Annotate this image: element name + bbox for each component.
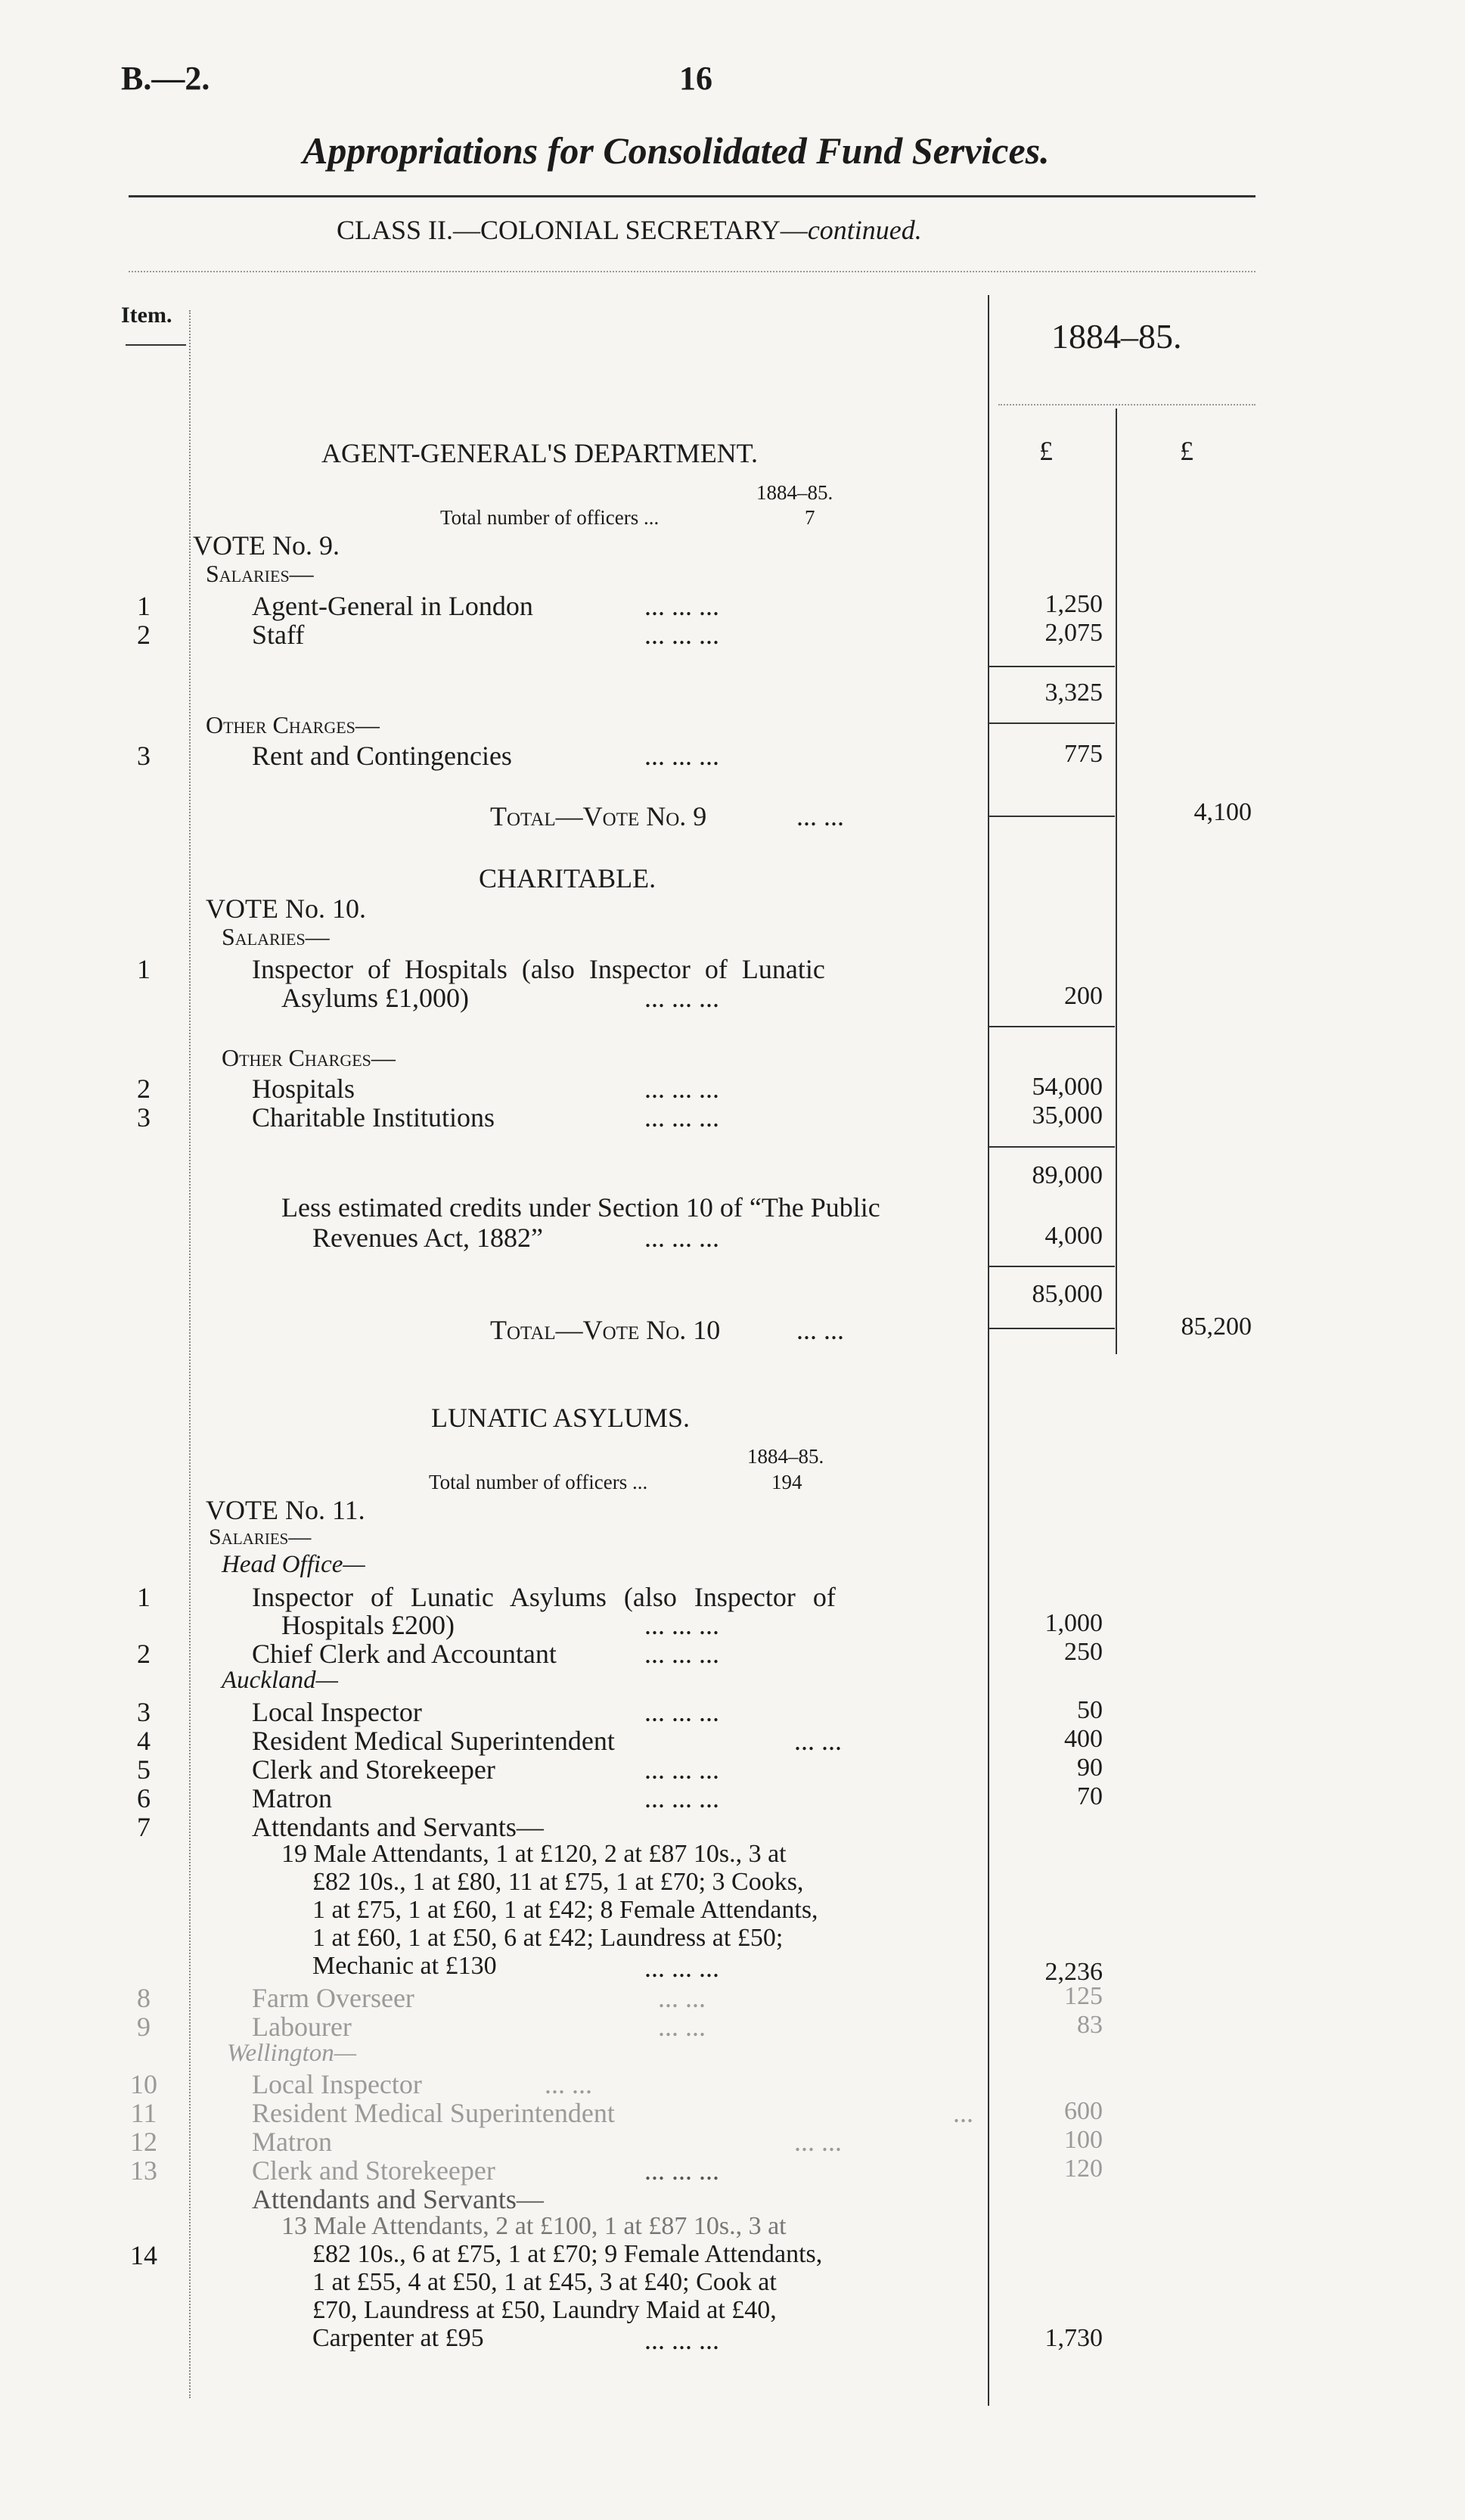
title-rule bbox=[129, 195, 1255, 197]
lunatic-item-dots: ... ... bbox=[545, 2069, 592, 2099]
lunatic-item-detail: £82 10s., 6 at £75, 1 at £70; 9 Female Attendants, bbox=[312, 2240, 823, 2268]
lunatic-item-no: 1 bbox=[137, 1582, 151, 1612]
lunatic-item-detail: 1 at £75, 1 at £60, 1 at £42; 8 Female Attendants, bbox=[312, 1896, 818, 1924]
agent-subtotal-rule-lower bbox=[989, 722, 1115, 724]
year-rule bbox=[998, 404, 1255, 405]
year-column-head: 1884–85. bbox=[1051, 317, 1182, 356]
agent-other-item-dots: ... ... ... bbox=[644, 741, 719, 771]
lunatic-item-detail: £82 10s., 1 at £80, 11 at £75, 1 at £70; 3 Cooks, bbox=[312, 1868, 804, 1896]
class-heading-continued: continued. bbox=[807, 215, 922, 245]
lunatic-item-amount: 1,000 bbox=[1044, 1609, 1103, 1637]
column-rule-2 bbox=[1116, 409, 1117, 1354]
agent-item-no: 1 bbox=[137, 591, 151, 621]
lunatic-item-label: Chief Clerk and Accountant bbox=[252, 1639, 557, 1669]
charitable-heading: CHARITABLE. bbox=[479, 863, 656, 893]
charitable-other-item-label: Charitable Institutions bbox=[252, 1102, 495, 1133]
charitable-other-item-label: Hospitals bbox=[252, 1074, 355, 1104]
charitable-item-no: 1 bbox=[137, 954, 151, 984]
charitable-subtotal-rule bbox=[989, 1146, 1115, 1148]
lunatic-item-detail: Carpenter at £95 bbox=[312, 2324, 484, 2352]
lunatic-item-no: 14 bbox=[130, 2240, 157, 2270]
lunatic-item-detail: 1 at £55, 4 at £50, 1 at £45, 3 at £40; Cook at bbox=[312, 2268, 777, 2296]
lunatic-item-label: Inspector of Lunatic Asylums (also Inspector of bbox=[252, 1582, 836, 1612]
lunatic-officers-label: Total number of officers ... bbox=[429, 1471, 648, 1493]
lunatic-item-dots: ... ... ... bbox=[644, 2155, 719, 2186]
lunatic-item-amount: 600 bbox=[1064, 2097, 1103, 2125]
charitable-salary-rule bbox=[989, 1026, 1115, 1027]
lunatic-item-no: 2 bbox=[137, 1639, 151, 1669]
lunatic-item-amount: 70 bbox=[1077, 1782, 1103, 1810]
lunatic-item-label: Resident Medical Superintendent bbox=[252, 2098, 615, 2128]
lunatic-item-no: 9 bbox=[137, 2012, 151, 2042]
lunatic-item-label: Farm Overseer bbox=[252, 1983, 414, 2013]
lunatic-item-no: 6 bbox=[137, 1783, 151, 1813]
agent-total: 4,100 bbox=[1193, 798, 1252, 826]
charitable-total: 85,200 bbox=[1181, 1313, 1252, 1341]
page-number: 16 bbox=[679, 60, 712, 97]
lunatic-item-no: 5 bbox=[137, 1754, 151, 1785]
lunatic-item-detail: Mechanic at £130 bbox=[312, 1952, 497, 1980]
lunatic-item-amount: 2,236 bbox=[1044, 1958, 1103, 1986]
agent-item-dots: ... ... ... bbox=[644, 591, 719, 621]
charitable-other-item-no: 3 bbox=[137, 1102, 151, 1133]
agent-item-label: Staff bbox=[252, 620, 305, 650]
lunatic-item-label: Attendants and Servants— bbox=[252, 1812, 544, 1842]
agent-item-amount: 1,250 bbox=[1044, 590, 1103, 618]
lunatic-item-amount: 50 bbox=[1077, 1696, 1103, 1724]
lunatic-item-no: 4 bbox=[137, 1726, 151, 1756]
lunatic-item-amount: 120 bbox=[1064, 2155, 1103, 2183]
agent-item-dots: ... ... ... bbox=[644, 620, 719, 650]
agent-total-dots: ... ... bbox=[796, 801, 844, 831]
lunatic-item-dots: ... ... bbox=[658, 1983, 706, 2013]
lunatic-item-amount: 400 bbox=[1064, 1725, 1103, 1753]
lunatic-item-label: Local Inspector bbox=[252, 2069, 422, 2099]
lunatic-item-dots: ... ... bbox=[794, 2127, 842, 2157]
lunatic-item-label: Matron bbox=[252, 2127, 332, 2157]
charitable-item-dots: ... ... ... bbox=[644, 983, 719, 1013]
lunatic-item-amount: 250 bbox=[1064, 1638, 1103, 1666]
agent-vote: VOTE No. 9. bbox=[193, 530, 340, 561]
class-heading-text: CLASS II.—COLONIAL SECRETARY— bbox=[337, 215, 808, 245]
lunatic-item-dots: ... ... bbox=[794, 1726, 842, 1756]
charitable-other-item-amount: 54,000 bbox=[1032, 1073, 1103, 1101]
agent-year: 1884–85. bbox=[756, 481, 833, 504]
lunatic-item-no: 7 bbox=[137, 1812, 151, 1842]
page-title: Appropriations for Consolidated Fund Services. bbox=[303, 129, 1050, 172]
lunatic-heading: LUNATIC ASYLUMS. bbox=[431, 1403, 691, 1433]
lunatic-item-amount: 100 bbox=[1064, 2126, 1103, 2154]
charitable-total-dots: ... ... bbox=[796, 1315, 844, 1345]
charitable-credits-dots: ... ... ... bbox=[644, 1223, 719, 1253]
lunatic-item-label: Attendants and Servants— bbox=[252, 2184, 544, 2214]
lunatic-item-dots: ... ... ... bbox=[644, 1783, 719, 1813]
charitable-total-rule bbox=[989, 1328, 1115, 1329]
lunatic-item-no: 8 bbox=[137, 1983, 151, 2013]
charitable-salaries: Salaries— bbox=[222, 923, 330, 950]
lunatic-item-no: 13 bbox=[130, 2155, 157, 2186]
lunatic-item-dots: ... ... ... bbox=[644, 1697, 719, 1727]
item-underline bbox=[126, 344, 186, 346]
lunatic-item-dots: ... ... ... bbox=[644, 2325, 719, 2355]
lunatic-item-amount: 83 bbox=[1077, 2011, 1103, 2039]
charitable-net: 85,000 bbox=[1032, 1280, 1103, 1308]
agent-officers-label: Total number of officers ... bbox=[440, 506, 660, 529]
lunatic-item-dots: ... ... ... bbox=[644, 1610, 719, 1640]
lunatic-item-label: Local Inspector bbox=[252, 1697, 422, 1727]
charitable-item-label-cont: Asylums £1,000) bbox=[281, 983, 470, 1013]
lunatic-item-dots: ... ... ... bbox=[644, 1953, 719, 1983]
currency-col2: £ bbox=[1180, 436, 1193, 466]
item-column-head: Item. bbox=[121, 303, 172, 328]
lunatic-head-office: Head Office— bbox=[222, 1551, 365, 1578]
page-ref: B.—2. bbox=[121, 60, 210, 97]
lunatic-item-detail: 19 Male Attendants, 1 at £120, 2 at £87 10s., 3 at bbox=[281, 1840, 787, 1868]
charitable-credits-label-cont: Revenues Act, 1882” bbox=[312, 1223, 543, 1253]
agent-total-rule bbox=[989, 816, 1115, 817]
lunatic-item-label: Matron bbox=[252, 1783, 332, 1813]
charitable-other-charges: Other Charges— bbox=[222, 1044, 396, 1071]
agent-item-amount: 2,075 bbox=[1044, 619, 1103, 647]
charitable-vote: VOTE No. 10. bbox=[206, 893, 366, 924]
lunatic-item-dots: ... ... bbox=[658, 2012, 706, 2042]
agent-officers-count: 7 bbox=[805, 506, 815, 529]
lunatic-item-label: Clerk and Storekeeper bbox=[252, 1754, 495, 1785]
agent-subtotal: 3,325 bbox=[1044, 679, 1103, 707]
charitable-other-item-dots: ... ... ... bbox=[644, 1074, 719, 1104]
agent-item-label: Agent-General in London bbox=[252, 591, 533, 621]
lunatic-item-no: 10 bbox=[130, 2069, 157, 2099]
charitable-other-item-amount: 35,000 bbox=[1032, 1102, 1103, 1129]
column-rule-1 bbox=[988, 295, 989, 2406]
lunatic-officers-count: 194 bbox=[771, 1471, 802, 1493]
agent-other-item-no: 3 bbox=[137, 741, 151, 771]
charitable-subtotal: 89,000 bbox=[1032, 1161, 1103, 1189]
lunatic-auckland: Auckland— bbox=[222, 1667, 338, 1694]
lunatic-year: 1884–85. bbox=[747, 1445, 824, 1468]
lunatic-item-detail: 13 Male Attendants, 2 at £100, 1 at £87 10s., 3 at bbox=[281, 2212, 787, 2240]
agent-item-no: 2 bbox=[137, 620, 151, 650]
charitable-credits-label: Less estimated credits under Section 10 of “The Public bbox=[281, 1192, 880, 1223]
lunatic-wellington: Wellington— bbox=[227, 2040, 357, 2067]
lunatic-item-amount: 90 bbox=[1077, 1754, 1103, 1782]
charitable-net-rule bbox=[989, 1266, 1115, 1267]
agent-total-label: Total—Vote No. 9 bbox=[490, 801, 707, 831]
lunatic-item-amount: 1,730 bbox=[1044, 2324, 1103, 2352]
header-rule bbox=[129, 271, 1255, 272]
lunatic-salaries: Salaries— bbox=[209, 1524, 312, 1549]
lunatic-item-no: 3 bbox=[137, 1697, 151, 1727]
lunatic-item-dots: ... bbox=[953, 2098, 973, 2128]
lunatic-vote: VOTE No. 11. bbox=[206, 1495, 365, 1525]
agent-other-item-amount: 775 bbox=[1064, 740, 1103, 768]
lunatic-item-detail: £70, Laundress at £50, Laundry Maid at £40, bbox=[312, 2296, 777, 2324]
agent-other-charges: Other Charges— bbox=[206, 711, 380, 738]
lunatic-item-dots: ... ... ... bbox=[644, 1639, 719, 1669]
currency-col1: £ bbox=[1039, 436, 1053, 466]
class-heading bbox=[337, 214, 922, 246]
lunatic-item-label-cont: Hospitals £200) bbox=[281, 1610, 455, 1640]
lunatic-item-detail: 1 at £60, 1 at £50, 6 at £42; Laundress at £50; bbox=[312, 1924, 784, 1952]
agent-salaries: Salaries— bbox=[206, 560, 314, 587]
charitable-item-label: Inspector of Hospitals (also Inspector of Lunatic bbox=[252, 954, 825, 984]
left-rule bbox=[189, 310, 191, 2398]
lunatic-item-dots: ... ... ... bbox=[644, 1754, 719, 1785]
charitable-item-amount: 200 bbox=[1064, 982, 1103, 1010]
lunatic-item-label: Resident Medical Superintendent bbox=[252, 1726, 615, 1756]
lunatic-item-label: Labourer bbox=[252, 2012, 352, 2042]
lunatic-item-no: 11 bbox=[130, 2098, 157, 2128]
agent-heading: AGENT-GENERAL'S DEPARTMENT. bbox=[321, 438, 759, 468]
lunatic-item-label: Clerk and Storekeeper bbox=[252, 2155, 495, 2186]
charitable-total-label: Total—Vote No. 10 bbox=[490, 1315, 721, 1345]
lunatic-item-no: 12 bbox=[130, 2127, 157, 2157]
lunatic-item-amount: 125 bbox=[1064, 1982, 1103, 2010]
charitable-other-item-dots: ... ... ... bbox=[644, 1102, 719, 1133]
charitable-credits: 4,000 bbox=[1044, 1222, 1103, 1250]
agent-other-item-label: Rent and Contingencies bbox=[252, 741, 512, 771]
agent-subtotal-rule bbox=[989, 666, 1115, 667]
charitable-other-item-no: 2 bbox=[137, 1074, 151, 1104]
